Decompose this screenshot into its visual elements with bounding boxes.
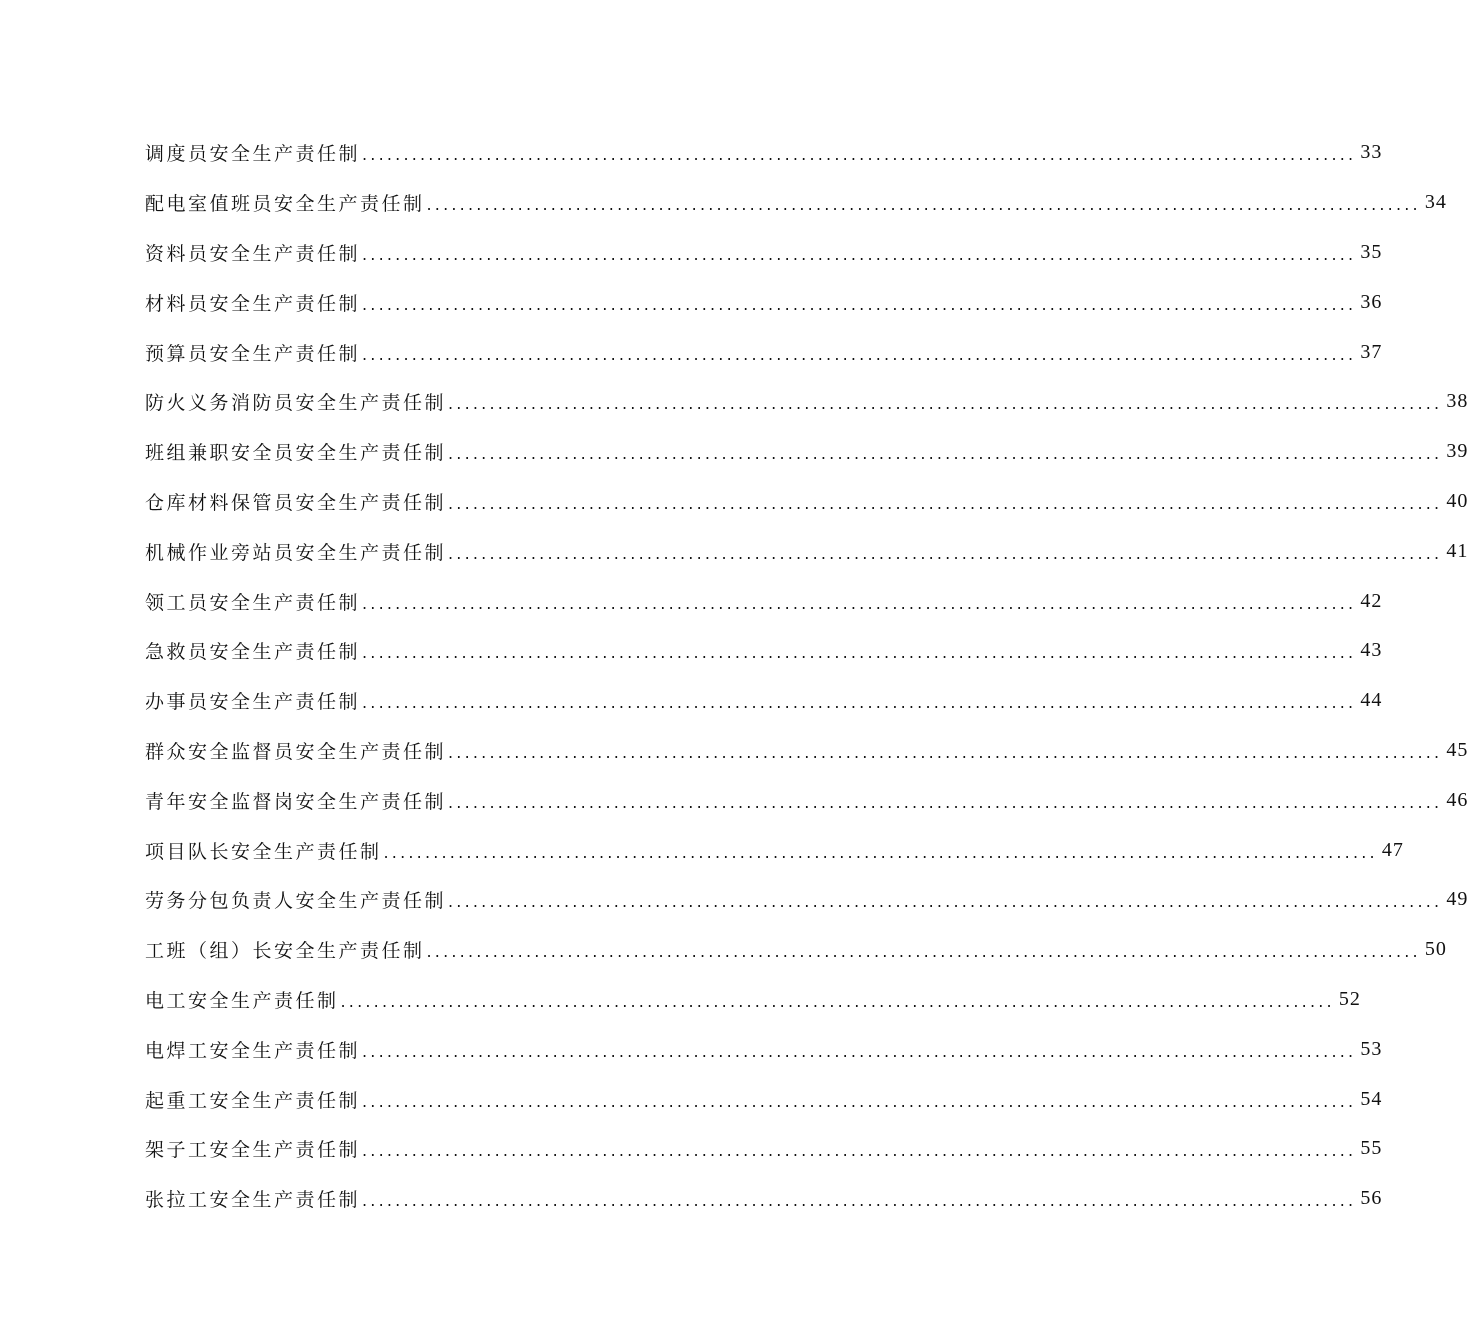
toc-entry-page: 53 bbox=[1360, 1037, 1383, 1060]
toc-entry[interactable] bbox=[145, 277, 1383, 327]
toc-dot-leader: ........................................................................................................................ bbox=[362, 294, 1357, 314]
toc-entry-page: 49 bbox=[1446, 888, 1468, 911]
toc-entry-title: 电焊工安全生产责任制 bbox=[145, 1039, 361, 1062]
toc-entry-title: 群众安全监督员安全生产责任制 bbox=[145, 740, 447, 763]
toc-entry-title: 领工员安全生产责任制 bbox=[145, 591, 361, 614]
toc-entry-title: 防火义务消防员安全生产责任制 bbox=[145, 392, 447, 415]
toc-dot-leader: ........................................................................................................................ bbox=[340, 991, 1335, 1011]
toc-entry-page: 33 bbox=[1360, 141, 1383, 164]
toc-entry[interactable] bbox=[145, 925, 1447, 975]
toc-dot-leader: ........................................................................................................................ bbox=[383, 842, 1378, 862]
toc-entry-title: 调度员安全生产责任制 bbox=[145, 143, 361, 166]
toc-entry[interactable] bbox=[145, 1174, 1383, 1224]
toc-entry-title: 起重工安全生产责任制 bbox=[145, 1089, 361, 1112]
toc-entry-page: 34 bbox=[1424, 191, 1447, 214]
toc-entry[interactable] bbox=[145, 477, 1468, 527]
toc-entry-title: 项目队长安全生产责任制 bbox=[145, 840, 382, 863]
toc-entry-title: 仓库材料保管员安全生产责任制 bbox=[145, 491, 447, 514]
toc-entry-title: 急救员安全生产责任制 bbox=[145, 641, 361, 664]
toc-entry[interactable] bbox=[145, 427, 1468, 477]
toc-dot-leader: ........................................................................................................................ bbox=[362, 693, 1357, 713]
toc-entry[interactable] bbox=[145, 228, 1383, 278]
toc-entry[interactable] bbox=[145, 576, 1383, 626]
toc-entry-page: 47 bbox=[1381, 838, 1404, 861]
toc-dot-leader: ........................................................................................................................ bbox=[448, 742, 1443, 762]
toc-dot-leader: ........................................................................................................................ bbox=[448, 892, 1443, 912]
toc-dot-leader: ........................................................................................................................ bbox=[448, 792, 1443, 812]
toc-dot-leader: ........................................................................................................................ bbox=[448, 444, 1443, 464]
toc-entry-title: 电工安全生产责任制 bbox=[145, 989, 339, 1012]
toc-entry-page: 35 bbox=[1360, 240, 1383, 263]
toc-entry-title: 青年安全监督岗安全生产责任制 bbox=[145, 790, 447, 813]
toc-entry-page: 50 bbox=[1424, 938, 1447, 961]
toc-entry-page: 55 bbox=[1360, 1137, 1383, 1160]
toc-entry-page: 38 bbox=[1446, 390, 1468, 413]
toc-dot-leader: ........................................................................................................................ bbox=[362, 344, 1357, 364]
toc-dot-leader: ........................................................................................................................ bbox=[362, 1191, 1357, 1211]
toc-dot-leader: ........................................................................................................................ bbox=[362, 1041, 1357, 1061]
toc-dot-leader: ........................................................................................................................ bbox=[448, 493, 1443, 513]
toc-entry-page: 36 bbox=[1360, 290, 1383, 313]
toc-dot-leader: ........................................................................................................................ bbox=[426, 195, 1421, 215]
toc-entry[interactable] bbox=[145, 526, 1468, 576]
toc-dot-leader: ........................................................................................................................ bbox=[362, 145, 1357, 165]
toc-entry-page: 37 bbox=[1360, 340, 1383, 363]
toc-entry-title: 工班（组）长安全生产责任制 bbox=[145, 940, 425, 963]
toc-dot-leader: ........................................................................................................................ bbox=[362, 1141, 1357, 1161]
table-of-contents bbox=[145, 128, 1468, 1224]
toc-entry-page: 42 bbox=[1360, 589, 1383, 612]
toc-dot-leader: ........................................................................................................................ bbox=[448, 394, 1443, 414]
toc-entry[interactable] bbox=[145, 1074, 1383, 1124]
toc-dot-leader: ........................................................................................................................ bbox=[362, 643, 1357, 663]
toc-entry[interactable] bbox=[145, 825, 1404, 875]
toc-entry-title: 办事员安全生产责任制 bbox=[145, 691, 361, 714]
toc-entry-title: 张拉工安全生产责任制 bbox=[145, 1189, 361, 1212]
toc-entry-page: 46 bbox=[1446, 788, 1468, 811]
toc-entry[interactable] bbox=[145, 975, 1361, 1025]
toc-entry-page: 44 bbox=[1360, 689, 1383, 712]
toc-entry-title: 架子工安全生产责任制 bbox=[145, 1139, 361, 1162]
toc-dot-leader: ........................................................................................................................ bbox=[426, 942, 1421, 962]
toc-entry[interactable] bbox=[145, 726, 1468, 776]
toc-entry-title: 预算员安全生产责任制 bbox=[145, 342, 361, 365]
toc-entry-title: 班组兼职安全员安全生产责任制 bbox=[145, 442, 447, 465]
toc-entry[interactable] bbox=[145, 676, 1383, 726]
toc-entry-title: 配电室值班员安全生产责任制 bbox=[145, 193, 425, 216]
toc-dot-leader: ........................................................................................................................ bbox=[362, 244, 1357, 264]
toc-entry[interactable] bbox=[145, 377, 1468, 427]
toc-entry-page: 43 bbox=[1360, 639, 1383, 662]
toc-entry-page: 41 bbox=[1446, 539, 1468, 562]
toc-dot-leader: ........................................................................................................................ bbox=[362, 1091, 1357, 1111]
toc-entry-page: 52 bbox=[1338, 987, 1361, 1010]
toc-entry[interactable] bbox=[145, 626, 1383, 676]
toc-dot-leader: ........................................................................................................................ bbox=[448, 543, 1443, 563]
toc-entry-page: 56 bbox=[1360, 1187, 1383, 1210]
toc-entry-page: 45 bbox=[1446, 738, 1468, 761]
toc-entry[interactable] bbox=[145, 178, 1447, 228]
toc-entry[interactable] bbox=[145, 1124, 1383, 1174]
toc-entry-page: 39 bbox=[1446, 440, 1468, 463]
toc-entry-page: 40 bbox=[1446, 489, 1468, 512]
toc-dot-leader: ........................................................................................................................ bbox=[362, 593, 1357, 613]
toc-entry-title: 劳务分包负责人安全生产责任制 bbox=[145, 890, 447, 913]
toc-entry-title: 资料员安全生产责任制 bbox=[145, 242, 361, 265]
toc-entry[interactable] bbox=[145, 775, 1468, 825]
toc-entry-title: 材料员安全生产责任制 bbox=[145, 292, 361, 315]
toc-entry[interactable] bbox=[145, 1024, 1383, 1074]
toc-entry-title: 机械作业旁站员安全生产责任制 bbox=[145, 541, 447, 564]
toc-entry[interactable] bbox=[145, 327, 1383, 377]
toc-entry-page: 54 bbox=[1360, 1087, 1383, 1110]
toc-entry[interactable] bbox=[145, 875, 1468, 925]
toc-entry[interactable] bbox=[145, 128, 1383, 178]
